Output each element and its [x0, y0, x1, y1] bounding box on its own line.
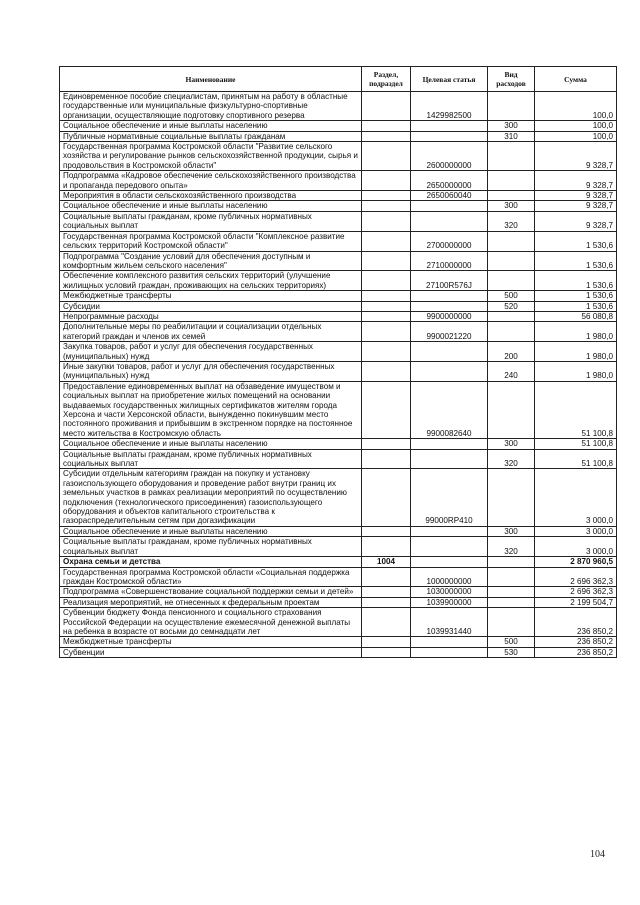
cell-sum: 1 980,0: [535, 342, 617, 362]
cell-name: Подпрограмма «Кадровое обеспечение сельскохозяйственного производства и пропаганда передового опыта»: [60, 171, 362, 191]
cell-name: Межбюджетные трансферты: [60, 291, 362, 301]
header-sum: Сумма: [535, 67, 617, 92]
cell-name: Непрограммные расходы: [60, 311, 362, 321]
header-name: Наименование: [60, 67, 362, 92]
cell-sum: 1 980,0: [535, 361, 617, 381]
cell-section: [362, 567, 411, 587]
cell-section: [362, 597, 411, 607]
cell-sum: 2 696 362,3: [535, 587, 617, 597]
cell-name: Мероприятия в области сельскохозяйственного производства: [60, 191, 362, 201]
cell-name: Социальное обеспечение и иные выплаты населению: [60, 526, 362, 536]
cell-sum: 9 328,7: [535, 191, 617, 201]
cell-section: [362, 647, 411, 657]
cell-name: Социальные выплаты гражданам, кроме публичных нормативных социальных выплат: [60, 211, 362, 231]
table-row: [60, 311, 617, 321]
cell-target: 1039931440: [411, 608, 488, 637]
cell-section: [362, 191, 411, 201]
cell-target: 1039900000: [411, 597, 488, 607]
cell-target: 2650000000: [411, 171, 488, 191]
cell-kind: 240: [488, 361, 535, 381]
cell-sum: 1 530,6: [535, 251, 617, 271]
cell-name: Закупка товаров, работ и услуг для обеспечения государственных (муниципальных) нужд: [60, 342, 362, 362]
cell-section: [362, 121, 411, 131]
cell-name: Социальное обеспечение и иные выплаты населению: [60, 439, 362, 449]
table-row: [60, 301, 617, 311]
cell-target: [411, 291, 488, 301]
cell-target: [411, 342, 488, 362]
table-row: [60, 557, 617, 567]
header-target: Целевая статья: [411, 67, 488, 92]
cell-target: 99000RP410: [411, 469, 488, 526]
cell-sum: 2 870 960,5: [535, 557, 617, 567]
cell-kind: 300: [488, 526, 535, 536]
cell-sum: 9 328,7: [535, 201, 617, 211]
cell-kind: 320: [488, 449, 535, 469]
cell-kind: [488, 231, 535, 251]
table-row: [60, 322, 617, 342]
table-row: [60, 171, 617, 191]
cell-sum: 56 080,8: [535, 311, 617, 321]
cell-section: [362, 342, 411, 362]
cell-sum: 1 530,6: [535, 231, 617, 251]
table-row: [60, 271, 617, 291]
cell-target: 1030000000: [411, 587, 488, 597]
cell-target: 2710000000: [411, 251, 488, 271]
cell-name: Публичные нормативные социальные выплаты гражданам: [60, 131, 362, 141]
cell-name: Подпрограмма «Совершенствование социальной поддержки семьи и детей»: [60, 587, 362, 597]
cell-target: 9900082640: [411, 381, 488, 438]
cell-target: [411, 526, 488, 536]
cell-name: Межбюджетные трансферты: [60, 637, 362, 647]
cell-target: 27100R576J: [411, 271, 488, 291]
table-row: [60, 381, 617, 438]
table-row: [60, 637, 617, 647]
cell-kind: 500: [488, 291, 535, 301]
cell-kind: [488, 92, 535, 121]
cell-target: 9900021220: [411, 322, 488, 342]
cell-sum: 3 000,0: [535, 526, 617, 536]
cell-name: Субвенции: [60, 647, 362, 657]
table-row: [60, 121, 617, 131]
cell-name: Дополнительные меры по реабилитации и социализации отдельных категорий граждан и членов их семей: [60, 322, 362, 342]
table-row: [60, 469, 617, 526]
header-section: Раздел, подраздел: [362, 67, 411, 92]
cell-sum: 2 199 504,7: [535, 597, 617, 607]
cell-section: [362, 637, 411, 647]
cell-kind: 300: [488, 201, 535, 211]
cell-target: 9900000000: [411, 311, 488, 321]
cell-kind: [488, 469, 535, 526]
cell-section: [362, 449, 411, 469]
cell-kind: [488, 597, 535, 607]
table-row: [60, 361, 617, 381]
table-row: [60, 201, 617, 211]
table-row: [60, 567, 617, 587]
cell-kind: [488, 557, 535, 567]
cell-section: [362, 251, 411, 271]
cell-kind: 310: [488, 131, 535, 141]
cell-name: Единовременное пособие специалистам, принятым на работу в областные государственные или муниципальные физкультурно-спортивные организации, осуществляющие подготовку спортивного резерва: [60, 92, 362, 121]
cell-sum: 1 530,6: [535, 271, 617, 291]
cell-name: Субсидии: [60, 301, 362, 311]
table-row: [60, 647, 617, 657]
cell-name: Обеспечение комплексного развития сельских территорий (улучшение жилищных условий граждан, проживающих на сельских территориях): [60, 271, 362, 291]
cell-sum: 236 850,2: [535, 647, 617, 657]
header-kind: Вид расходов: [488, 67, 535, 92]
cell-sum: 2 696 362,3: [535, 567, 617, 587]
cell-section: 1004: [362, 557, 411, 567]
cell-target: [411, 449, 488, 469]
table-row: [60, 251, 617, 271]
cell-section: [362, 201, 411, 211]
cell-sum: 100,0: [535, 92, 617, 121]
cell-name: Субсидии отдельным категориям граждан на покупку и установку газоиспользующего оборудования и проведение работ внутри границ их земельных участков в рамках реализации мероприятий по осуществлению подключения (технологического присоединения) газоиспользующего оборудования и объектов капитального строительства к газораспределительным сетям при догазификации: [60, 469, 362, 526]
table-row: [60, 131, 617, 141]
cell-target: [411, 637, 488, 647]
table-row: [60, 231, 617, 251]
cell-target: [411, 211, 488, 231]
cell-sum: 9 328,7: [535, 171, 617, 191]
table-row: [60, 537, 617, 557]
cell-name: Реализация мероприятий, не отнесенных к федеральным проектам: [60, 597, 362, 607]
cell-kind: [488, 587, 535, 597]
cell-name: Государственная программа Костромской области «Социальная поддержка граждан Костромской области»: [60, 567, 362, 587]
cell-kind: 300: [488, 439, 535, 449]
budget-table-page: [59, 66, 616, 658]
cell-section: [362, 291, 411, 301]
table-row: [60, 291, 617, 301]
cell-kind: 500: [488, 637, 535, 647]
cell-target: [411, 647, 488, 657]
cell-sum: 51 100,8: [535, 449, 617, 469]
page-number: 104: [590, 849, 605, 860]
cell-sum: 1 530,6: [535, 301, 617, 311]
cell-target: 2650060040: [411, 191, 488, 201]
cell-name: Подпрограмма "Создание условий для обеспечения доступным и комфортным жильем сельского населения": [60, 251, 362, 271]
cell-kind: [488, 311, 535, 321]
cell-name: Иные закупки товаров, работ и услуг для обеспечения государственных (муниципальных) нужд: [60, 361, 362, 381]
cell-target: [411, 131, 488, 141]
cell-kind: [488, 608, 535, 637]
table-header-row: [60, 67, 617, 92]
cell-section: [362, 301, 411, 311]
cell-sum: 100,0: [535, 131, 617, 141]
cell-name: Охрана семьи и детства: [60, 557, 362, 567]
cell-kind: 530: [488, 647, 535, 657]
cell-sum: 51 100,8: [535, 439, 617, 449]
cell-section: [362, 271, 411, 291]
cell-section: [362, 526, 411, 536]
cell-section: [362, 381, 411, 438]
cell-section: [362, 171, 411, 191]
cell-target: 1000000000: [411, 567, 488, 587]
cell-section: [362, 608, 411, 637]
cell-kind: 300: [488, 121, 535, 131]
cell-section: [362, 211, 411, 231]
cell-kind: 520: [488, 301, 535, 311]
budget-table: [59, 66, 617, 658]
cell-target: [411, 439, 488, 449]
cell-kind: [488, 322, 535, 342]
cell-target: [411, 301, 488, 311]
cell-sum: 100,0: [535, 121, 617, 131]
cell-sum: 3 000,0: [535, 537, 617, 557]
cell-name: Государственная программа Костромской области "Комплексное развитие сельских территорий Костромской области": [60, 231, 362, 251]
cell-kind: [488, 567, 535, 587]
table-row: [60, 608, 617, 637]
cell-sum: 9 328,7: [535, 142, 617, 171]
cell-kind: [488, 381, 535, 438]
cell-kind: [488, 191, 535, 201]
cell-section: [362, 231, 411, 251]
cell-section: [362, 537, 411, 557]
cell-section: [362, 322, 411, 342]
cell-target: 2700000000: [411, 231, 488, 251]
table-row: [60, 142, 617, 171]
table-row: [60, 439, 617, 449]
cell-section: [362, 131, 411, 141]
cell-target: [411, 201, 488, 211]
cell-name: Предоставление единовременных выплат на обзаведение имуществом и социальных выплат на приобретение жилых помещений на основании выдаваемых государственных жилищных сертификатов жителям города Херсона и части Херсонской области, вынужденно покинувшим место постоянного проживания и прибывшим в экстренном порядке на постоянное место жительства в Костромскую область: [60, 381, 362, 438]
table-row: [60, 342, 617, 362]
cell-target: [411, 361, 488, 381]
cell-sum: 3 000,0: [535, 469, 617, 526]
cell-kind: [488, 142, 535, 171]
cell-target: 1429982500: [411, 92, 488, 121]
cell-kind: 200: [488, 342, 535, 362]
cell-kind: [488, 171, 535, 191]
cell-section: [362, 469, 411, 526]
table-row: [60, 597, 617, 607]
cell-section: [362, 361, 411, 381]
cell-name: Социальные выплаты гражданам, кроме публичных нормативных социальных выплат: [60, 537, 362, 557]
cell-sum: 1 980,0: [535, 322, 617, 342]
cell-kind: 320: [488, 537, 535, 557]
cell-target: [411, 121, 488, 131]
cell-kind: [488, 271, 535, 291]
cell-target: 2600000000: [411, 142, 488, 171]
cell-target: [411, 557, 488, 567]
cell-kind: [488, 251, 535, 271]
cell-sum: 236 850,2: [535, 608, 617, 637]
cell-section: [362, 587, 411, 597]
table-row: [60, 449, 617, 469]
cell-sum: 236 850,2: [535, 637, 617, 647]
cell-name: Социальное обеспечение и иные выплаты населению: [60, 121, 362, 131]
table-row: [60, 191, 617, 201]
cell-name: Социальные выплаты гражданам, кроме публичных нормативных социальных выплат: [60, 449, 362, 469]
cell-sum: 51 100,8: [535, 381, 617, 438]
cell-name: Государственная программа Костромской области "Развитие сельского хозяйства и регулирование рынков сельскохозяйственной продукции, сырья и продовольствия в Костромской области": [60, 142, 362, 171]
cell-section: [362, 142, 411, 171]
table-row: [60, 211, 617, 231]
cell-section: [362, 439, 411, 449]
cell-name: Субвенции бюджету Фонда пенсионного и социального страхования Российской Федерации на осуществление ежемесячной денежной выплаты на ребенка в возрасте от восьми до семнадцати лет: [60, 608, 362, 637]
table-row: [60, 587, 617, 597]
table-row: [60, 92, 617, 121]
cell-section: [362, 92, 411, 121]
table-row: [60, 526, 617, 536]
cell-section: [362, 311, 411, 321]
cell-name: Социальное обеспечение и иные выплаты населению: [60, 201, 362, 211]
cell-sum: 9 328,7: [535, 211, 617, 231]
cell-sum: 1 530,6: [535, 291, 617, 301]
cell-kind: 320: [488, 211, 535, 231]
cell-target: [411, 537, 488, 557]
table-body: [60, 92, 617, 658]
